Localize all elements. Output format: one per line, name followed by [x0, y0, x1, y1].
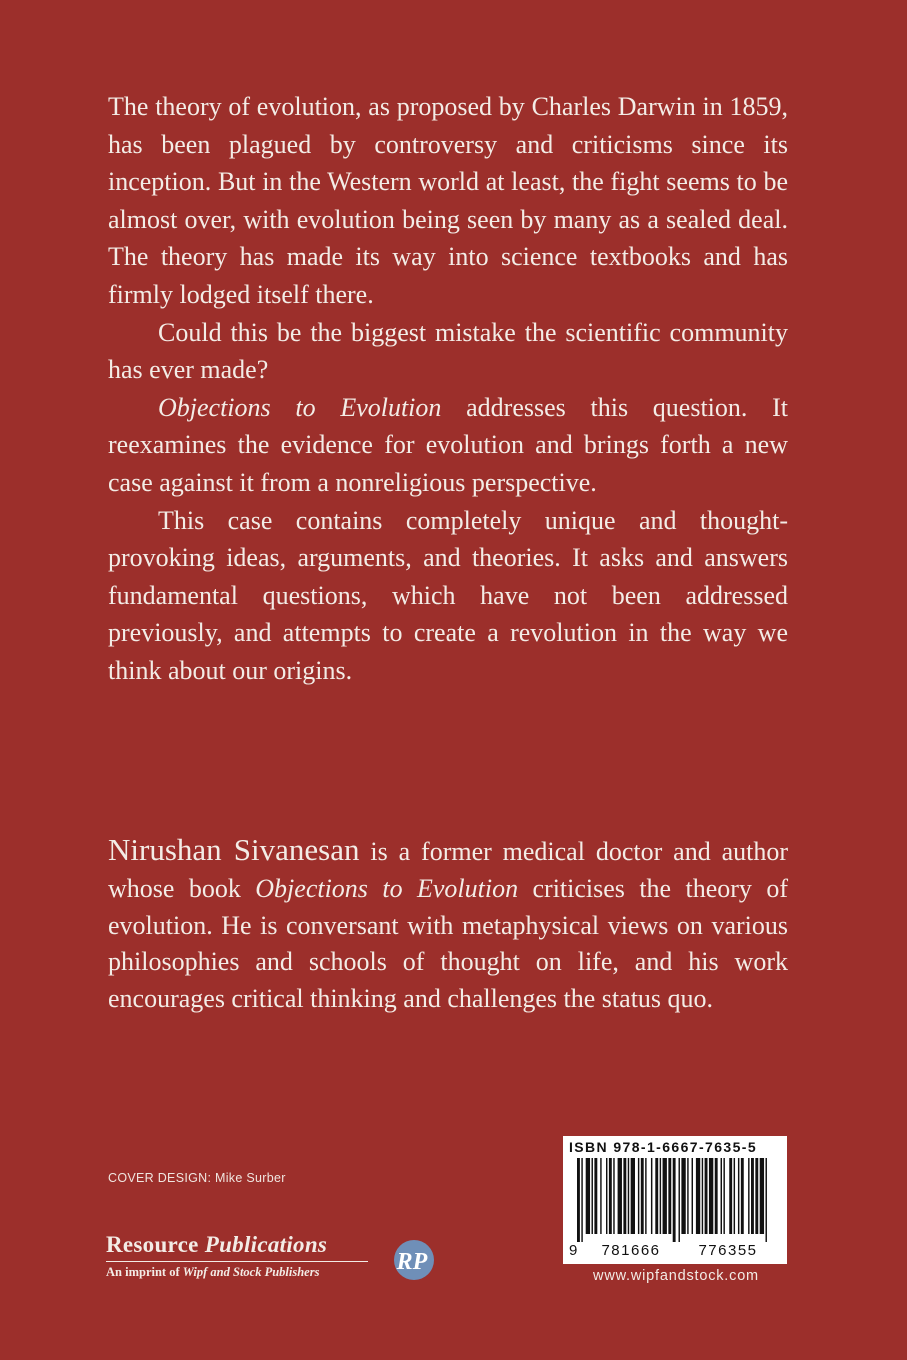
- publisher-divider: [106, 1261, 368, 1262]
- blurb-paragraph-4: This case contains completely unique and thought-provoking ideas, arguments, and theories. It asks and answers fundamental questions, which have not been addressed previously, and attempts to create a revolution in the way we think about our origins.: [108, 505, 788, 685]
- barcode-bar: [655, 1158, 658, 1234]
- barcode-bar: [668, 1158, 671, 1234]
- barcode-digits: 781666: [601, 1242, 661, 1259]
- bio-text-2: criticises the theory of evolution. He is conversant with metaphysical views on various philosophies and schools of thought on life, and his work encourages critical thinking and challenges the status quo.: [108, 873, 788, 1014]
- author-bio: [108, 832, 788, 1018]
- barcode-bar: [581, 1158, 582, 1242]
- rp-logo-text: RP: [396, 1249, 428, 1275]
- bio-text-1: is a former medical doctor and author whose book: [108, 837, 788, 903]
- isbn-number: ISBN 978-1-6667-7635-5: [569, 1139, 758, 1155]
- blurb-paragraph-3-text: addresses this question. It reexamines the evidence for evolution and brings forth a new case against it from a nonreligious perspective.: [108, 392, 789, 497]
- barcode-bar: [723, 1158, 724, 1234]
- bio-book-title: Objections to Evolution: [255, 873, 519, 903]
- barcode-bar: [586, 1158, 590, 1234]
- barcode-bar: [734, 1158, 735, 1234]
- publisher-website[interactable]: www.wipfandstock.com: [593, 1268, 759, 1284]
- barcode-bar: [638, 1158, 639, 1234]
- barcode-bar: [687, 1158, 688, 1234]
- barcode-bar: [709, 1158, 713, 1234]
- barcode-digits: 776355: [698, 1242, 758, 1259]
- barcode-bar: [609, 1158, 612, 1234]
- barcode-bar: [741, 1158, 744, 1234]
- publisher-imprint: [106, 1232, 436, 1288]
- barcode-bar: [755, 1158, 758, 1234]
- barcode-bar: [766, 1158, 767, 1242]
- barcode-bar: [577, 1158, 580, 1242]
- barcode-bar: [606, 1158, 607, 1234]
- barcode-bar: [618, 1158, 622, 1234]
- barcode-bar: [631, 1158, 635, 1234]
- barcode-bar: [751, 1158, 754, 1234]
- barcode-bar: [613, 1158, 614, 1234]
- barcode-bar: [600, 1158, 601, 1234]
- barcode-bar: [663, 1158, 667, 1234]
- barcode-icon: [563, 1158, 787, 1262]
- blurb-paragraph-3: [108, 389, 788, 502]
- barcode-bar: [760, 1158, 764, 1234]
- author-name: Nirushan Sivanesan: [108, 832, 360, 867]
- blurb-paragraph-2: Could this be the biggest mistake the scientific community has ever made?: [108, 317, 788, 385]
- barcode-bar: [738, 1158, 739, 1234]
- publisher-name: Resource Publications: [106, 1232, 328, 1257]
- barcode-bar: [729, 1158, 732, 1234]
- barcode-bar: [660, 1158, 661, 1234]
- barcode-bar: [628, 1158, 629, 1234]
- barcode-bar: [721, 1158, 722, 1234]
- barcode-bar: [702, 1158, 703, 1234]
- barcode-bar: [715, 1158, 718, 1234]
- credit-name: Mike Surber: [211, 1171, 286, 1185]
- blurb: [108, 88, 788, 690]
- barcode-bar: [748, 1158, 749, 1234]
- barcode-bar: [673, 1158, 676, 1242]
- barcode-bar: [594, 1158, 597, 1234]
- barcode-bar: [592, 1158, 593, 1234]
- barcode-bar: [651, 1158, 652, 1234]
- publisher-imprint-line: An imprint of Wipf and Stock Publishers: [106, 1265, 320, 1279]
- rp-logo-icon: [372, 1232, 436, 1288]
- barcode-bar: [692, 1158, 693, 1234]
- blurb-paragraph-1: The theory of evolution, as proposed by Charles Darwin in 1859, has been plagued by controversy and criticisms since its inception. But in the Western world at least, the fight seems to be almost over, with evolution being seen by many as a sealed deal. The theory has made its way into science textbooks and has firmly lodged itself there.: [108, 92, 788, 309]
- barcode-bar: [679, 1158, 680, 1242]
- barcode-bar: [641, 1158, 644, 1234]
- isbn-barcode: [563, 1136, 787, 1264]
- cover-design-credit: [108, 1171, 286, 1185]
- barcode-bar: [696, 1158, 700, 1234]
- book-title: Objections to Evolution: [158, 392, 442, 422]
- credit-label: COVER DESIGN:: [108, 1171, 212, 1185]
- barcode-digits: 9: [569, 1242, 579, 1259]
- barcode-bar: [705, 1158, 708, 1234]
- barcode-bar: [645, 1158, 646, 1234]
- barcode-bar: [623, 1158, 626, 1234]
- barcode-bar: [681, 1158, 685, 1234]
